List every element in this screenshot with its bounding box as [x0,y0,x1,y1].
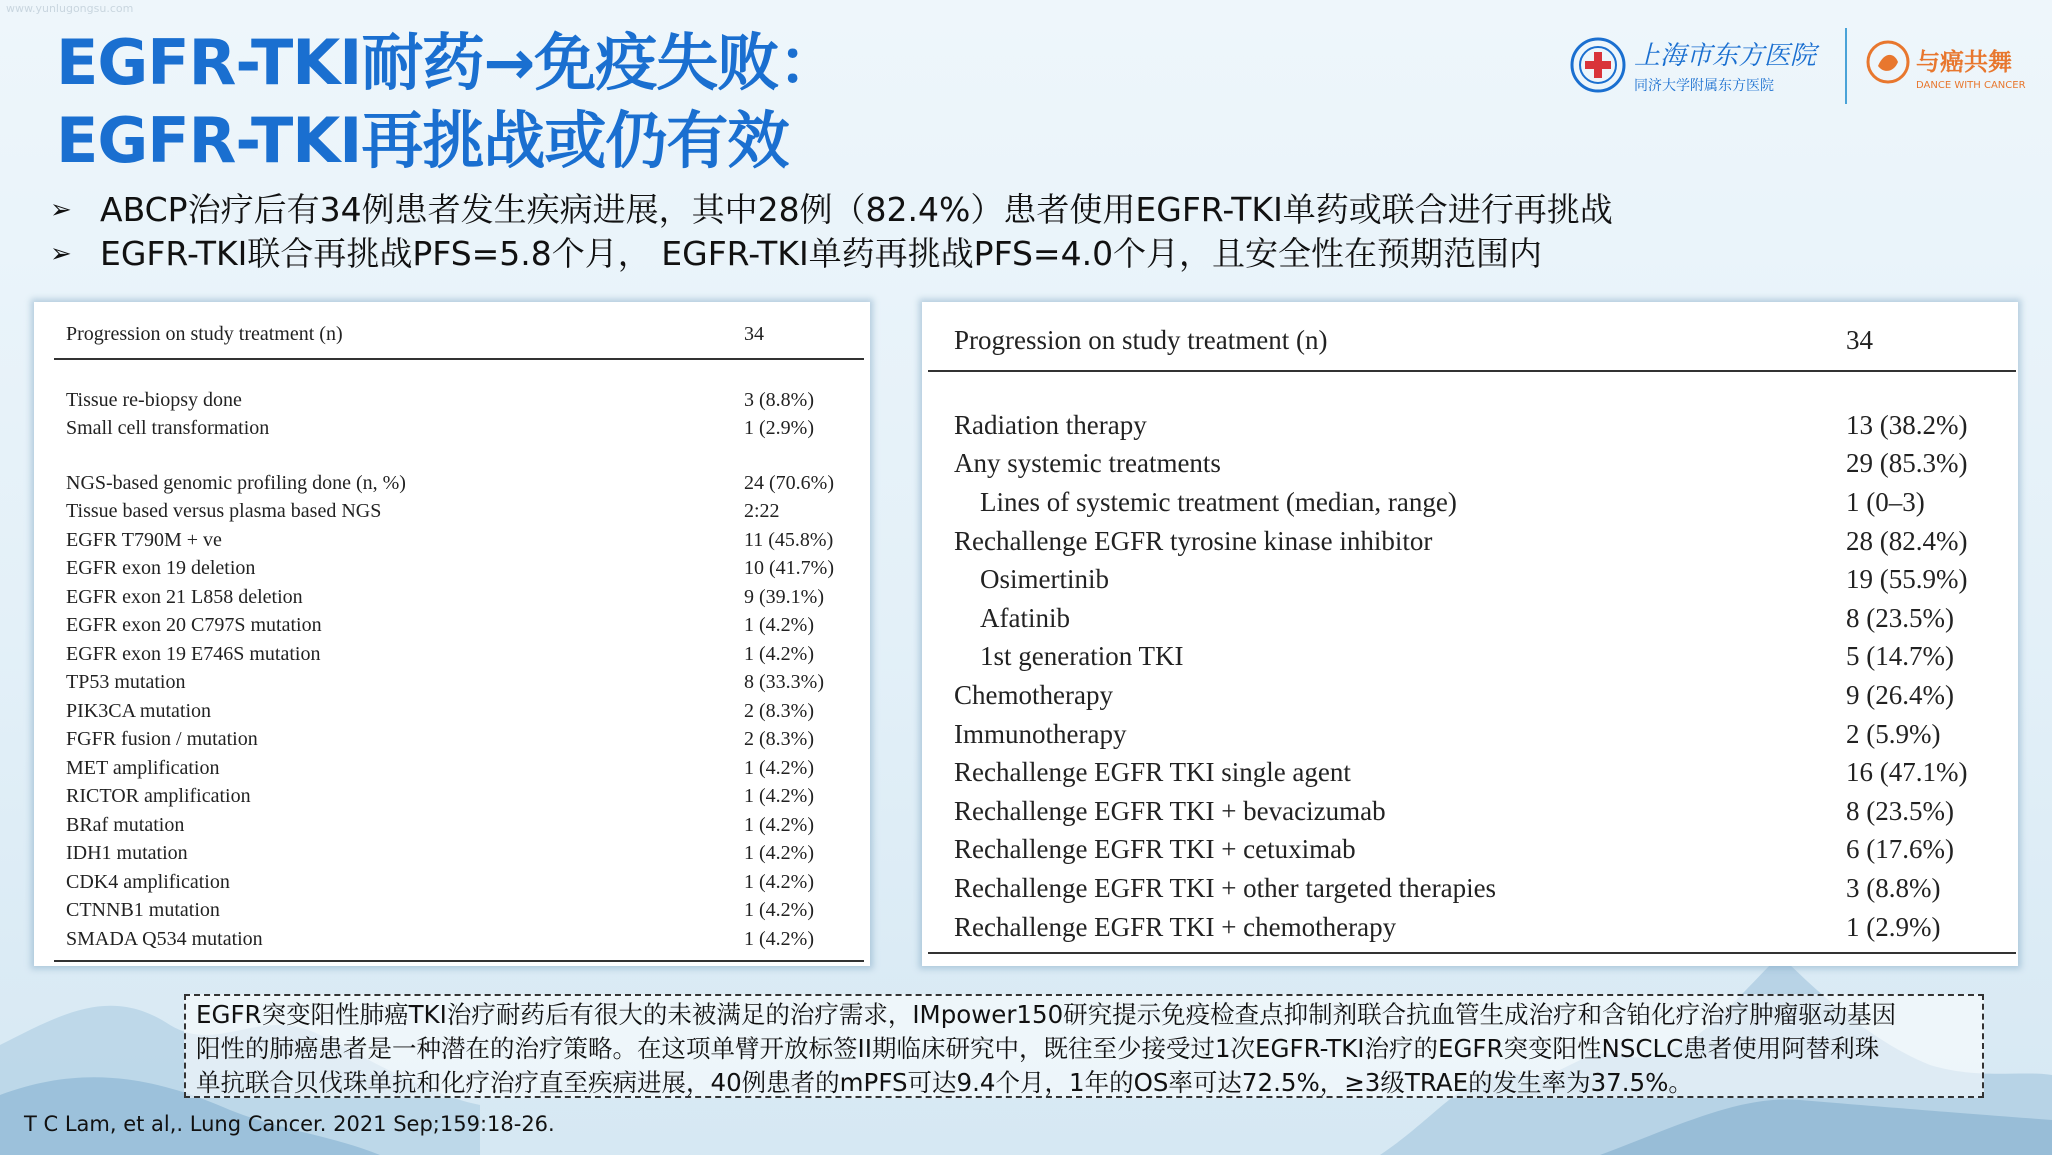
left-table-panel [34,302,870,966]
row-label: MET amplification [66,756,220,779]
table-row [54,640,864,669]
row-value: 8 (23.5%) [1846,602,1954,633]
row-label: Small cell transformation [66,417,270,440]
table-gap-line [928,371,2016,406]
row-value: 1 (4.2%) [744,614,814,637]
table-row [54,897,864,926]
table-row [928,715,2016,754]
note-line: 单抗联合贝伐珠单抗和化疗治疗直至疾病进展，40例患者的mPFS可达9.4个月，1年的OS率可达72.5%，≥3级TRAE的发生率为37.5%。 [196,1068,1693,1097]
row-value: 2 (8.3%) [744,728,814,751]
table-row [54,726,864,755]
row-value: 11 (45.8%) [744,528,834,551]
row-value: 8 (33.3%) [744,671,824,694]
table-end-line [54,954,864,961]
row-label: Radiation therapy [954,409,1147,440]
table-row [928,753,2016,792]
table-row [928,831,2016,870]
genomic-profiling-table [54,312,864,962]
table-row [54,612,864,641]
row-value: 9 (26.4%) [1846,679,1954,710]
row-label: CTNNB1 mutation [66,899,220,922]
row-label: BRaf mutation [66,813,185,836]
table-row [54,669,864,698]
row-label: IDH1 mutation [66,842,188,865]
table-row [928,792,2016,831]
row-label: CDK4 amplification [66,870,230,893]
bullet-list [50,188,1613,276]
row-label: Tissue based versus plasma based NGS [66,500,382,523]
row-label: 1st generation TKI [980,641,1184,672]
page-title [56,24,839,180]
table-row [928,483,2016,522]
hospital-name: 上海市东方医院 [1634,41,1817,71]
row-value: 5 (14.7%) [1846,641,1954,672]
table-row [54,840,864,869]
bullet-text: EGFR-TKI联合再挑战PFS=5.8个月， EGFR-TKI单药再挑战PFS=4.0个月，且安全性在预期范围内 [100,234,1543,273]
row-value: 13 (38.2%) [1846,409,1968,440]
row-label: Rechallenge EGFR TKI + cetuximab [954,834,1356,865]
row-label: Rechallenge EGFR TKI + other targeted therapies [954,872,1497,903]
row-label: Osimertinib [980,564,1109,595]
row-value: 1 (4.2%) [744,899,814,922]
logo-divider [1845,28,1847,104]
table-row [54,526,864,555]
row-value: 28 (82.4%) [1846,525,1968,556]
row-label: Rechallenge EGFR TKI + bevacizumab [954,795,1386,826]
row-label: Any systemic treatments [954,448,1221,479]
dance-subname: DANCE WITH CANCER [1916,80,2026,91]
row-label: Progression on study treatment (n) [66,322,343,345]
row-label: TP53 mutation [66,671,186,694]
row-value: 2 (5.9%) [1846,718,1941,749]
dance-with-cancer-logo [1862,36,2032,96]
table-row [928,406,2016,445]
row-label: Immunotherapy [954,718,1127,749]
row-value: 24 (70.6%) [744,471,834,494]
table-row [54,583,864,612]
row-label: Progression on study treatment (n) [954,324,1328,355]
table-row [928,676,2016,715]
right-table-panel [922,302,2018,966]
table-gap-line [54,359,864,386]
hospital-logo [1568,30,1848,100]
table-row [928,908,2016,947]
bullet-item [50,232,1613,276]
table-row [54,415,864,444]
row-value: 16 (47.1%) [1846,757,1968,788]
row-value: 1 (4.2%) [744,785,814,808]
subsequent-treatment-table [928,312,2016,954]
table-row [54,555,864,584]
row-label: Rechallenge EGFR TKI + chemotherapy [954,911,1397,942]
row-label: EGFR T790M + ve [66,528,222,551]
row-label: Afatinib [980,602,1070,633]
row-label: Tissue re-biopsy done [66,388,242,411]
title-line-1: EGFR-TKI耐药→免疫失败： [56,26,840,99]
row-value: 1 (4.2%) [744,813,814,836]
row-value: 34 [1846,324,1873,355]
row-label: RICTOR amplification [66,785,251,808]
table-row [54,469,864,498]
row-label: EGFR exon 20 C797S mutation [66,614,322,637]
row-value: 1 (4.2%) [744,842,814,865]
summary-note-box [184,994,1984,1098]
table-row [54,498,864,527]
bullet-text: ABCP治疗后有34例患者发生疾病进展，其中28例（82.4%）患者使用EGFR-TKI单药或联合进行再挑战 [100,190,1613,229]
row-label: EGFR exon 19 E746S mutation [66,642,321,665]
row-label: Chemotherapy [954,679,1113,710]
note-line: 阳性的肺癌患者是一种潜在的治疗策略。在这项单臂开放标签II期临床研究中，既往至少接受过1次EGFR-TKI治疗的EGFR突变阳性NSCLC患者使用阿替利珠 [196,1034,1880,1063]
row-value: 2 (8.3%) [744,699,814,722]
row-value: 1 (4.2%) [744,642,814,665]
table-gap-line [54,443,864,469]
table-row [54,783,864,812]
row-label: PIK3CA mutation [66,699,212,722]
row-label: Lines of systemic treatment (median, range) [980,486,1457,517]
table-end-line [928,946,2016,953]
row-label: Rechallenge EGFR TKI single agent [954,757,1351,788]
row-value: 3 (8.8%) [1846,872,1941,903]
table-row [54,925,864,954]
row-value: 19 (55.9%) [1846,564,1968,595]
row-label: EGFR exon 19 deletion [66,557,256,580]
table-row [54,868,864,897]
bullet-item [50,188,1613,232]
table-row [54,754,864,783]
row-label: SMADA Q534 mutation [66,927,263,950]
row-value: 29 (85.3%) [1846,448,1968,479]
row-value: 10 (41.7%) [744,557,834,580]
row-label: NGS-based genomic profiling done (n, %) [66,471,406,494]
hospital-subname: 同济大学附属东方医院 [1634,78,1774,94]
row-value: 1 (4.2%) [744,927,814,950]
row-value: 1 (0–3) [1846,486,1925,517]
note-line: EGFR突变阳性肺癌TKI治疗耐药后有很大的未被满足的治疗需求，IMpower150研究提示免疫检查点抑制剂联合抗血管生成治疗和含铂化疗治疗肿瘤驱动基因 [196,1000,1897,1029]
citation: T C Lam, et al,. Lung Cancer. 2021 Sep;159:18-26. [24,1112,555,1136]
row-value: 8 (23.5%) [1846,795,1954,826]
row-value: 1 (2.9%) [744,417,814,440]
row-value: 1 (4.2%) [744,870,814,893]
table-header-row [928,312,2016,368]
table-row [54,386,864,415]
table-row [54,811,864,840]
table-row [54,697,864,726]
watermark: www.yunlugongsu.com [6,2,134,15]
row-label: FGFR fusion / mutation [66,728,258,751]
row-value: 34 [744,322,764,345]
table-row [928,522,2016,561]
table-header-row [54,312,864,356]
row-value: 1 (2.9%) [1846,911,1941,942]
table-row [928,869,2016,908]
row-label: Rechallenge EGFR tyrosine kinase inhibitor [954,525,1433,556]
dance-name: 与癌共舞 [1916,48,2012,76]
table-row [928,638,2016,677]
bullet-arrow-icon: ➢ [50,195,72,225]
title-line-2: EGFR-TKI再挑战或仍有效 [56,104,789,177]
table-row [928,599,2016,638]
row-label: EGFR exon 21 L858 deletion [66,585,303,608]
table-row [928,560,2016,599]
row-value: 2:22 [744,500,780,523]
bullet-arrow-icon: ➢ [50,239,72,269]
table-row [928,445,2016,484]
row-value: 9 (39.1%) [744,585,824,608]
row-value: 6 (17.6%) [1846,834,1954,865]
row-value: 3 (8.8%) [744,388,814,411]
row-value: 1 (4.2%) [744,756,814,779]
